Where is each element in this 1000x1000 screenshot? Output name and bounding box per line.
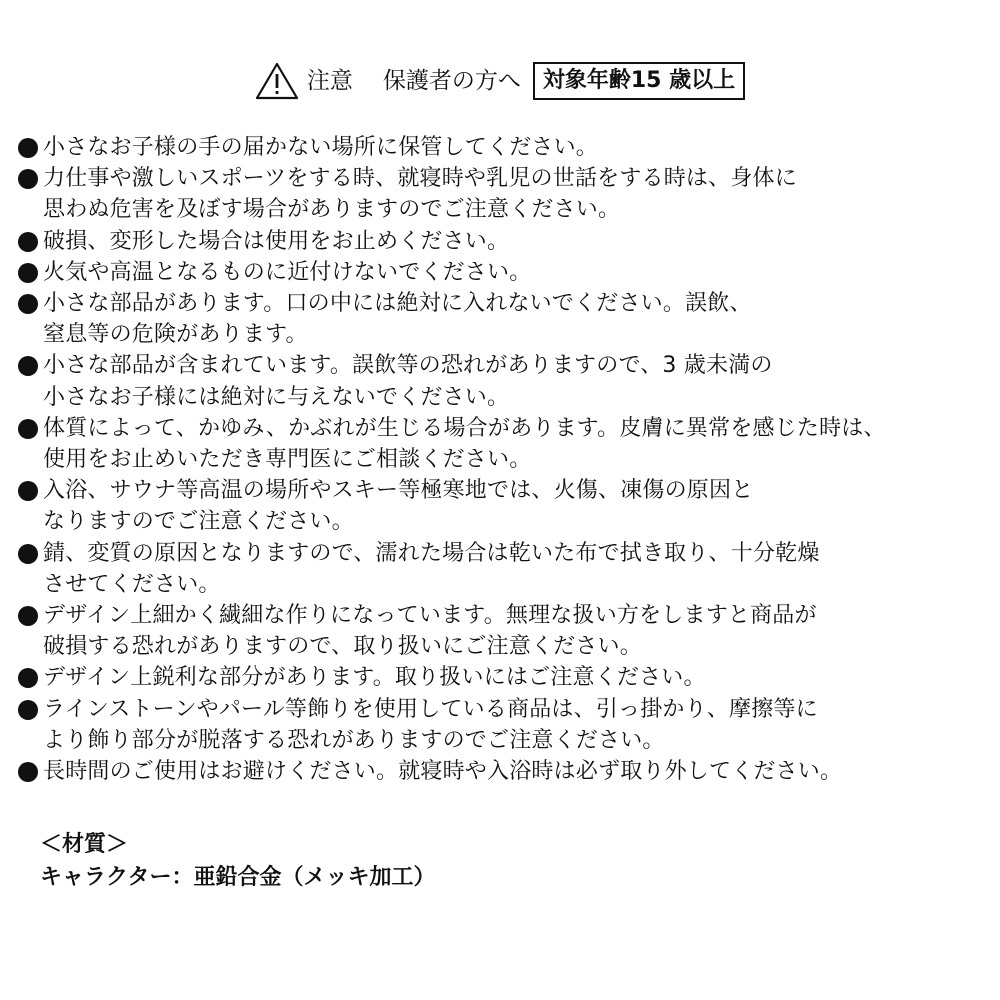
caution-item-text: デザイン上鋭利な部分があります。取り扱いにはご注意ください。 xyxy=(43,665,706,691)
bullet-icon xyxy=(18,419,38,439)
caution-item-text: させてください。 xyxy=(43,571,221,597)
caution-item xyxy=(18,132,993,163)
caution-item xyxy=(18,538,993,600)
material-detail: キャラクター：亜鉛合金（メッキ加工） xyxy=(40,865,436,890)
caution-item-text: デザイン上細かく繊細な作りになっています。無理な扱い方をしますと商品が xyxy=(43,603,817,629)
caution-item-text: 破損、変形した場合は使用をお止めください。 xyxy=(43,228,510,254)
bullet-icon xyxy=(18,762,38,782)
caution-item xyxy=(18,475,993,537)
caution-item xyxy=(18,350,993,412)
caution-item-text: ラインストーンやパール等飾りを使用している商品は、引っ掛かり、摩擦等に xyxy=(43,696,818,722)
caution-item xyxy=(18,226,993,257)
warning-triangle-icon xyxy=(255,62,299,100)
caution-item xyxy=(18,288,993,350)
bullet-icon xyxy=(18,263,38,283)
bullet-icon xyxy=(18,700,38,720)
bullet-icon xyxy=(18,606,38,626)
caution-item-text: 火気や高温となるものに近付けないでください。 xyxy=(43,259,532,285)
material-heading: ＜材質＞ xyxy=(40,832,129,857)
caution-header xyxy=(0,62,1000,100)
caution-item-text: より飾り部分が脱落する恐れがありますのでご注意ください。 xyxy=(43,727,665,753)
caution-item xyxy=(18,600,993,662)
caution-item-text: 長時間のご使用はお避けください。就寝時や入浴時は必ず取り外してください。 xyxy=(43,759,843,785)
caution-item xyxy=(18,413,993,475)
caution-item-text: 小さな部品が含まれています。誤飲等の恐れがありますので、3 歳未満の xyxy=(43,353,773,379)
caution-item-text: 使用をお止めいただき専門医にご相談ください。 xyxy=(43,447,532,473)
caution-item-text: 小さなお子様には絶対に与えないでください。 xyxy=(43,384,510,410)
bullet-icon xyxy=(18,169,38,189)
bullet-icon xyxy=(18,668,38,688)
caution-label: 注意 xyxy=(306,67,353,94)
caution-item-text: 入浴、サウナ等高温の場所やスキー等極寒地では、火傷、凍傷の原因と xyxy=(43,478,754,504)
caution-item-text: 思わぬ危害を及ぼす場合がありますのでご注意ください。 xyxy=(43,197,621,223)
caution-item xyxy=(18,694,993,756)
caution-item-text: 破損する恐れがありますので、取り扱いにご注意ください。 xyxy=(43,634,642,660)
caution-item xyxy=(18,662,993,693)
caution-item xyxy=(18,163,993,225)
caution-list xyxy=(18,132,993,787)
bullet-icon xyxy=(18,356,38,376)
caution-item xyxy=(18,756,993,787)
caution-item-text: 窒息等の危険があります。 xyxy=(43,322,308,348)
bullet-icon xyxy=(18,294,38,314)
material-section xyxy=(40,828,436,894)
caution-item xyxy=(18,257,993,288)
caution-item-text: 小さなお子様の手の届かない場所に保管してください。 xyxy=(43,135,599,160)
bullet-icon xyxy=(18,138,38,158)
caution-item-text: 体質によって、かゆみ、かぶれが生じる場合があります。皮膚に異常を感じた時は、 xyxy=(43,415,886,441)
caution-item-text: 力仕事や激しいスポーツをする時、就寝時や乳児の世話をする時は、身体に xyxy=(43,166,797,192)
age-target-badge: 対象年齢15 歳以上 xyxy=(533,62,745,100)
caution-item-text: 小さな部品があります。口の中には絶対に入れないでください。誤飲、 xyxy=(43,291,752,317)
bullet-icon xyxy=(18,232,38,252)
bullet-icon xyxy=(18,544,38,564)
caution-item-text: なりますのでご注意ください。 xyxy=(43,509,354,535)
guardian-notice-label: 保護者の方へ xyxy=(382,67,521,94)
caution-item-text: 錆、変質の原因となりますので、濡れた場合は乾いた布で拭き取り、十分乾燥 xyxy=(43,540,820,566)
bullet-icon xyxy=(18,481,38,501)
